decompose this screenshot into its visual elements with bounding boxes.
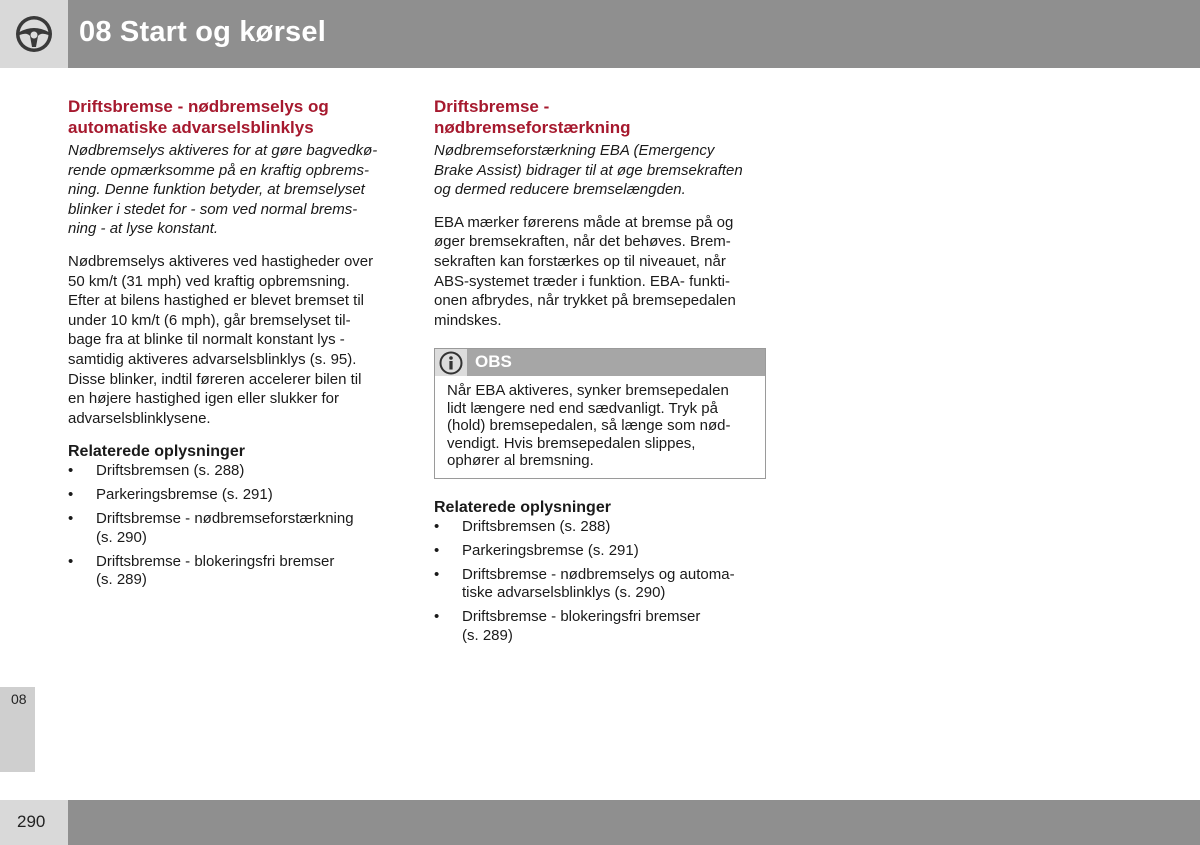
note-box — [434, 348, 766, 479]
related-link-item[interactable]: • Driftsbremse - blokeringsfri bremser (s. 289) — [68, 553, 403, 590]
related-links-list — [434, 518, 769, 646]
section-heading-brake-assist: Driftsbremse - nødbremseforstærkning — [434, 97, 631, 137]
info-icon — [439, 351, 463, 375]
related-link-item[interactable]: • Driftsbremsen (s. 288) — [434, 518, 769, 537]
chapter-tab-label: 08 — [11, 691, 27, 707]
page-number-box — [0, 800, 68, 845]
section-heading-emergency-brake-light: Driftsbremse - nødbremselys og automatiske advarselsblinklys — [68, 97, 329, 137]
related-link-item[interactable]: • Driftsbremsen (s. 288) — [68, 462, 403, 481]
intro-paragraph: Nødbremselys aktiveres for at gøre bagvedkø- rende opmærksomme på en kraftig opbrems- ning. Denne funktion betyder, at bremselyset blinker i stedet for - som ved normal brems- ning - at lyse konstant. — [68, 142, 378, 238]
right-column — [434, 96, 769, 645]
related-links-list — [68, 462, 403, 590]
note-icon-box — [435, 349, 467, 376]
page-number: 290 — [17, 812, 46, 831]
chapter-title: 08 Start og kørsel — [79, 16, 326, 48]
related-info-heading: Relaterede oplysninger — [68, 443, 245, 461]
left-column — [68, 96, 403, 590]
chapter-icon-box — [0, 0, 68, 68]
related-link-item[interactable]: • Driftsbremse - nødbremseforstærkning (s. 290) — [68, 510, 403, 547]
related-link-item[interactable]: • Driftsbremse - nødbremselys og automa- tiske advarselsblinklys (s. 290) — [434, 566, 769, 603]
related-link-item[interactable]: • Driftsbremse - blokeringsfri bremser (s. 289) — [434, 608, 769, 645]
body-paragraph: EBA mærker førerens måde at bremse på og øger bremsekraften, når det behøves. Brem- sekraften kan forstærkes op til niveauet, når ABS-systemet træder i funktion. EBA- funkti- onen afbrydes, når trykket på bremsepedalen mindskes. — [434, 213, 736, 329]
intro-paragraph: Nødbremseforstærkning EBA (Emergency Brake Assist) bidrager til at øge bremsekraften og dermed reducere bremselængden. — [434, 142, 743, 199]
related-link-item[interactable]: • Parkeringsbremse (s. 291) — [68, 486, 403, 505]
note-header — [435, 349, 765, 376]
body-paragraph: Nødbremselys aktiveres ved hastigheder over 50 km/t (31 mph) ved kraftig opbremsning. Efter at bilens hastighed er blevet bremset til under 10 km/t (6 mph), går bremselyset til- bage fra at blinke til normalt konstant lys - samtidig aktiveres advarselsblinklys (s. 95). Disse blinker, indtil føreren accelerer bilen til en højere hastighed igen eller slukker for advarselsblinklysene. — [68, 252, 374, 427]
note-label: OBS — [475, 352, 512, 372]
footer-bar — [68, 800, 1200, 845]
related-link-item[interactable]: • Parkeringsbremse (s. 291) — [434, 542, 769, 561]
steering-wheel-icon — [14, 14, 54, 54]
chapter-header — [0, 0, 1200, 68]
note-text: Når EBA aktiveres, synker bremsepedalen lidt længere ned end sædvanligt. Tryk på (hold) bremsepedalen, så længe som nød- vendigt. Hvis bremsepedalen slippes, ophører al bremsning. — [447, 382, 731, 470]
chapter-side-tab — [0, 687, 35, 772]
related-info-heading: Relaterede oplysninger — [434, 498, 611, 516]
